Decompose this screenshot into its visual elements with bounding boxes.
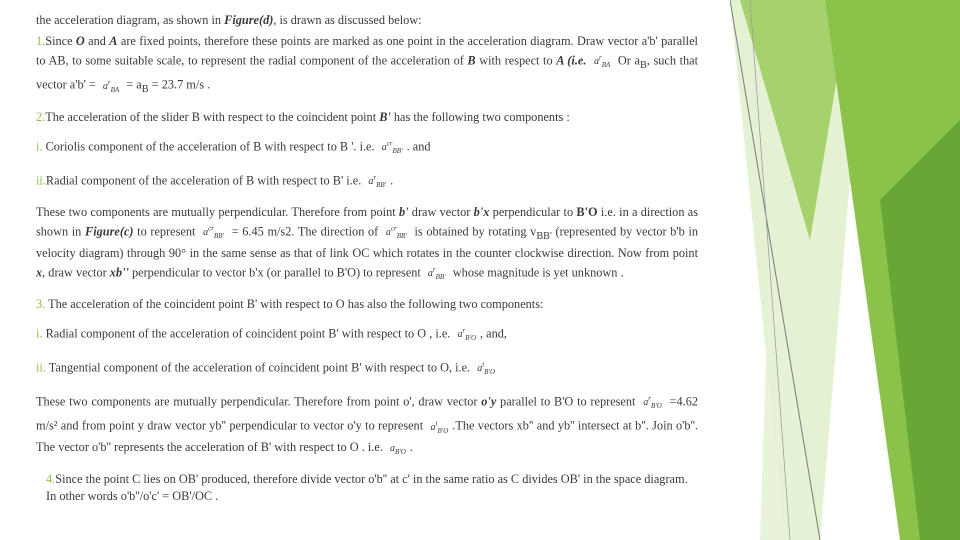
text: perpendicular to	[489, 204, 577, 219]
intro-text-end: , is drawn as discussed below:	[273, 13, 422, 27]
step-number: 3.	[36, 297, 46, 312]
step-3	[36, 296, 698, 313]
text: perpendicular to vector b'x (or parallel to B'O) to represent	[128, 265, 424, 280]
text: , draw vector	[42, 265, 110, 280]
text: Radial component of the acceleration of B with respect to B' i.e.	[45, 173, 362, 187]
text: . and	[406, 138, 431, 153]
text: whose magnitude is yet unknown .	[449, 265, 624, 280]
equation-a-t-bo: $a^t_{B'O}$	[477, 361, 495, 377]
text: .	[409, 440, 413, 455]
text: Or a	[614, 52, 640, 67]
text: = 6.45 m/s2. The direction of	[228, 223, 382, 238]
equation-a-cr-bb-p1b: $a^{cr}_{BB'}$	[385, 224, 407, 240]
step-number: 2.	[36, 109, 46, 124]
text: i.e. in a direction as shown in	[36, 204, 699, 238]
equation-a-cr-bb: $a^{cr}_{BB'}$	[381, 139, 403, 155]
text: Tangential component of the acceleration of coincident point B' with respect to O, i.e.	[45, 360, 471, 375]
step-2	[36, 109, 698, 126]
text: .The vectors xb'' and yb'' intersect at b''. Join o'b''. The vector o'b'' represents the acceleration of B' with respect to O . i.e.	[36, 418, 699, 455]
text: = 23.7 m/s .	[148, 77, 211, 92]
paragraph-perpendicular-2	[36, 391, 698, 461]
sub-number: ii.	[36, 360, 46, 375]
sub-number: i.	[36, 138, 43, 153]
text: , and,	[480, 326, 508, 341]
decorative-green-shapes	[730, 0, 960, 540]
step-2-ii	[36, 170, 698, 194]
equation-a-r-bb-p1: $a^r_{BB'}$	[427, 265, 446, 282]
step-1: 1.Since O and A are fixed points, therefore these points are marked as one point in the acceleration diagram. Draw vector a'b' parallel to AB, to some suitable scale, to represent the radial component of the acceleration of B with respect to A (i.e. $a^r_{BA}$ Or $a_B$, such that vector $a'b' = a^r_{BA} = a_B = 23.7$ m/s .	[36, 33, 699, 95]
text: Since	[45, 33, 76, 48]
step-3-i	[36, 323, 698, 347]
document-body	[36, 12, 698, 515]
point-A-ie: A (i.e.	[556, 52, 587, 67]
vector-xb: xb''	[109, 265, 129, 280]
step-number: 1.	[36, 33, 46, 48]
text: These two components are mutually perpendicular. Therefore from point	[36, 204, 399, 219]
vector-BO: B'O	[576, 204, 598, 219]
text: has the following two components :	[390, 109, 570, 124]
point-O: O	[75, 33, 85, 48]
text: = a	[123, 77, 142, 92]
vector-oy: o'y	[481, 394, 497, 409]
figure-ref-c: Figure(c)	[85, 223, 134, 238]
text: Since the point C lies on OB' produced, therefore divide vector o'b'' at c' in the same ratio as C divides OB' in the space diagram. In other words o'b''/o'c' = OB'/OC .	[46, 472, 688, 503]
point-B: B	[467, 52, 476, 67]
text: to represent	[133, 223, 200, 238]
equation-a-r-ba: $a^r_{BA}$	[594, 53, 611, 69]
sub-number: i.	[36, 326, 43, 341]
subscript: B	[639, 59, 647, 71]
intro-text: the acceleration diagram, as shown in	[36, 13, 225, 27]
equation-a-bo-p2: $a_{B'O}$	[389, 443, 406, 457]
text: (represented by vector b'b in velocity diagram) through 90° in the same sense as that of link OC which rotates in the counter clockwise direction. Now from point	[36, 223, 699, 261]
text: parallel to B'O to represent	[496, 394, 640, 409]
text: with respect to	[475, 52, 557, 67]
equation-a-cr-bb-p1: $a^{cr}_{BB'}$	[203, 224, 225, 240]
subscript: BB'	[536, 230, 552, 242]
equation-a-r-ba-2: $a^r_{BA}$	[102, 78, 120, 94]
text: , such that vector a'b' =	[36, 52, 699, 92]
figure-ref-d: Figure(d)	[224, 13, 274, 27]
text: Coriolis component of the acceleration of B with respect to B '. i.e.	[42, 138, 375, 153]
equation-a-t-bo-p2: $a^t_{B'O}$	[430, 419, 449, 435]
text: and	[84, 33, 110, 48]
point-b-prime: b'	[398, 204, 409, 219]
equation-a-r-bb: $a^r_{BB'}$	[368, 173, 387, 189]
text: draw vector	[408, 204, 474, 219]
step-3-ii	[36, 357, 698, 381]
point-B-prime: B'	[379, 109, 391, 124]
text: The acceleration of the slider B with respect to the coincident point	[45, 109, 380, 124]
text: =4.62 m/s² and from point y draw vector yb'' perpendicular to vector o'y to represent	[36, 394, 699, 433]
intro-line	[36, 12, 698, 29]
equation-a-r-bo-p2: $a^r_{B'O}$	[643, 395, 662, 411]
equation-a-r-bo: $a^r_{B'O}$	[457, 326, 477, 343]
text: The acceleration of the coincident point B' with respect to O has also the following two components:	[45, 297, 544, 312]
paragraph-perpendicular-1	[36, 204, 698, 286]
step-2-i	[36, 136, 698, 160]
sub-number: ii.	[36, 173, 46, 187]
text: is obtained by rotating v	[410, 223, 537, 238]
subscript: B	[141, 83, 149, 95]
text: are fixed points, therefore these points are marked as one point in the acceleration diagram. Draw vector a'b' parallel to AB, to some suitable scale, to represent the radial component of the acceleration of	[36, 33, 698, 67]
text: These two components are mutually perpendicular. Therefore from point o', draw vector	[36, 394, 482, 409]
step-4	[36, 471, 698, 505]
vector-bx: b'x	[473, 204, 490, 219]
point-x: x	[36, 265, 43, 280]
step-number: 4.	[46, 472, 56, 487]
text: Radial component of the acceleration of coincident point B' with respect to O , i.e.	[42, 326, 451, 341]
text: .	[390, 173, 394, 187]
